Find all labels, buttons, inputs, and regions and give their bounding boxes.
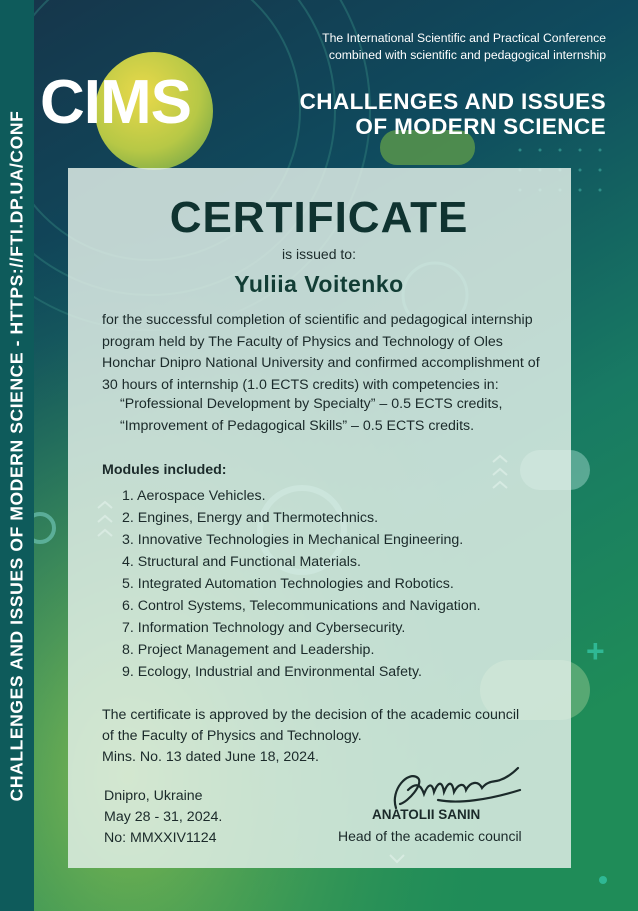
module-item: 4. Structural and Functional Materials. <box>122 554 361 570</box>
conference-line-2: combined with scientific and pedagogical internship <box>328 48 606 62</box>
conference-title-line-1: CHALLENGES AND ISSUES <box>299 89 606 114</box>
approval-text <box>102 705 552 768</box>
side-banner-text: CHALLENGES AND ISSUES OF MODERN SCIENCE - HTTPS://FTI.DP.UA/CONF <box>6 110 27 802</box>
signer-role: Head of the academic council <box>338 828 522 844</box>
conference-title-line-2: OF MODERN SCIENCE <box>355 114 606 139</box>
module-item: 6. Control Systems, Telecommunications and Navigation. <box>122 598 481 614</box>
module-item: 7. Information Technology and Cybersecurity. <box>122 620 406 636</box>
modules-title: Modules included: <box>102 462 227 478</box>
certificate-title: CERTIFICATE <box>169 193 469 242</box>
conference-subtitle <box>322 30 606 64</box>
certificate-number: No: MMXXIV1124 <box>104 830 217 846</box>
competency-1: “Professional Development by Specialty” – 0.5 ECTS credits, <box>120 396 503 412</box>
issue-details <box>104 786 222 849</box>
recipient-name: Yuliia Voitenko <box>234 271 404 297</box>
module-item: 5. Integrated Automation Technologies and Robotics. <box>122 576 454 592</box>
approval-line-1: The certificate is approved by the decision of the academic council <box>102 707 520 723</box>
cims-logo: CIMS <box>40 68 191 137</box>
conference-title <box>300 89 606 139</box>
module-item: 2. Engines, Energy and Thermotechnics. <box>122 510 379 526</box>
certificate-body: for the successful completion of scientific and pedagogical internship program held by The Faculty of Physics and Technology of Oles Honchar Dnipro National University and confirmed accomplishment of 30 hours of internship (1.0 ECTS credits) with competencies in: <box>102 312 540 393</box>
module-item: 1. Aerospace Vehicles. <box>122 488 266 504</box>
approval-line-2: of the Faculty of Physics and Technology. <box>102 728 362 744</box>
competency-2: “Improvement of Pedagogical Skills” – 0.5 ECTS credits. <box>120 418 475 434</box>
module-item: 8. Project Management and Leadership. <box>122 642 375 658</box>
signer-name: ANATOLII SANIN <box>372 807 481 822</box>
issue-city: Dnipro, Ukraine <box>104 788 203 804</box>
module-item: 9. Ecology, Industrial and Environmental Safety. <box>122 664 422 680</box>
plus-icon: + <box>586 633 605 669</box>
issued-to-label: is issued to: <box>282 246 356 262</box>
module-item: 3. Innovative Technologies in Mechanical Engineering. <box>122 532 464 548</box>
modules-list <box>122 485 481 683</box>
issue-dates: May 28 - 31, 2024. <box>104 809 223 825</box>
conference-line-1: The International Scientific and Practical Conference <box>322 31 606 45</box>
approval-line-3: Mins. No. 13 dated June 18, 2024. <box>102 749 319 765</box>
